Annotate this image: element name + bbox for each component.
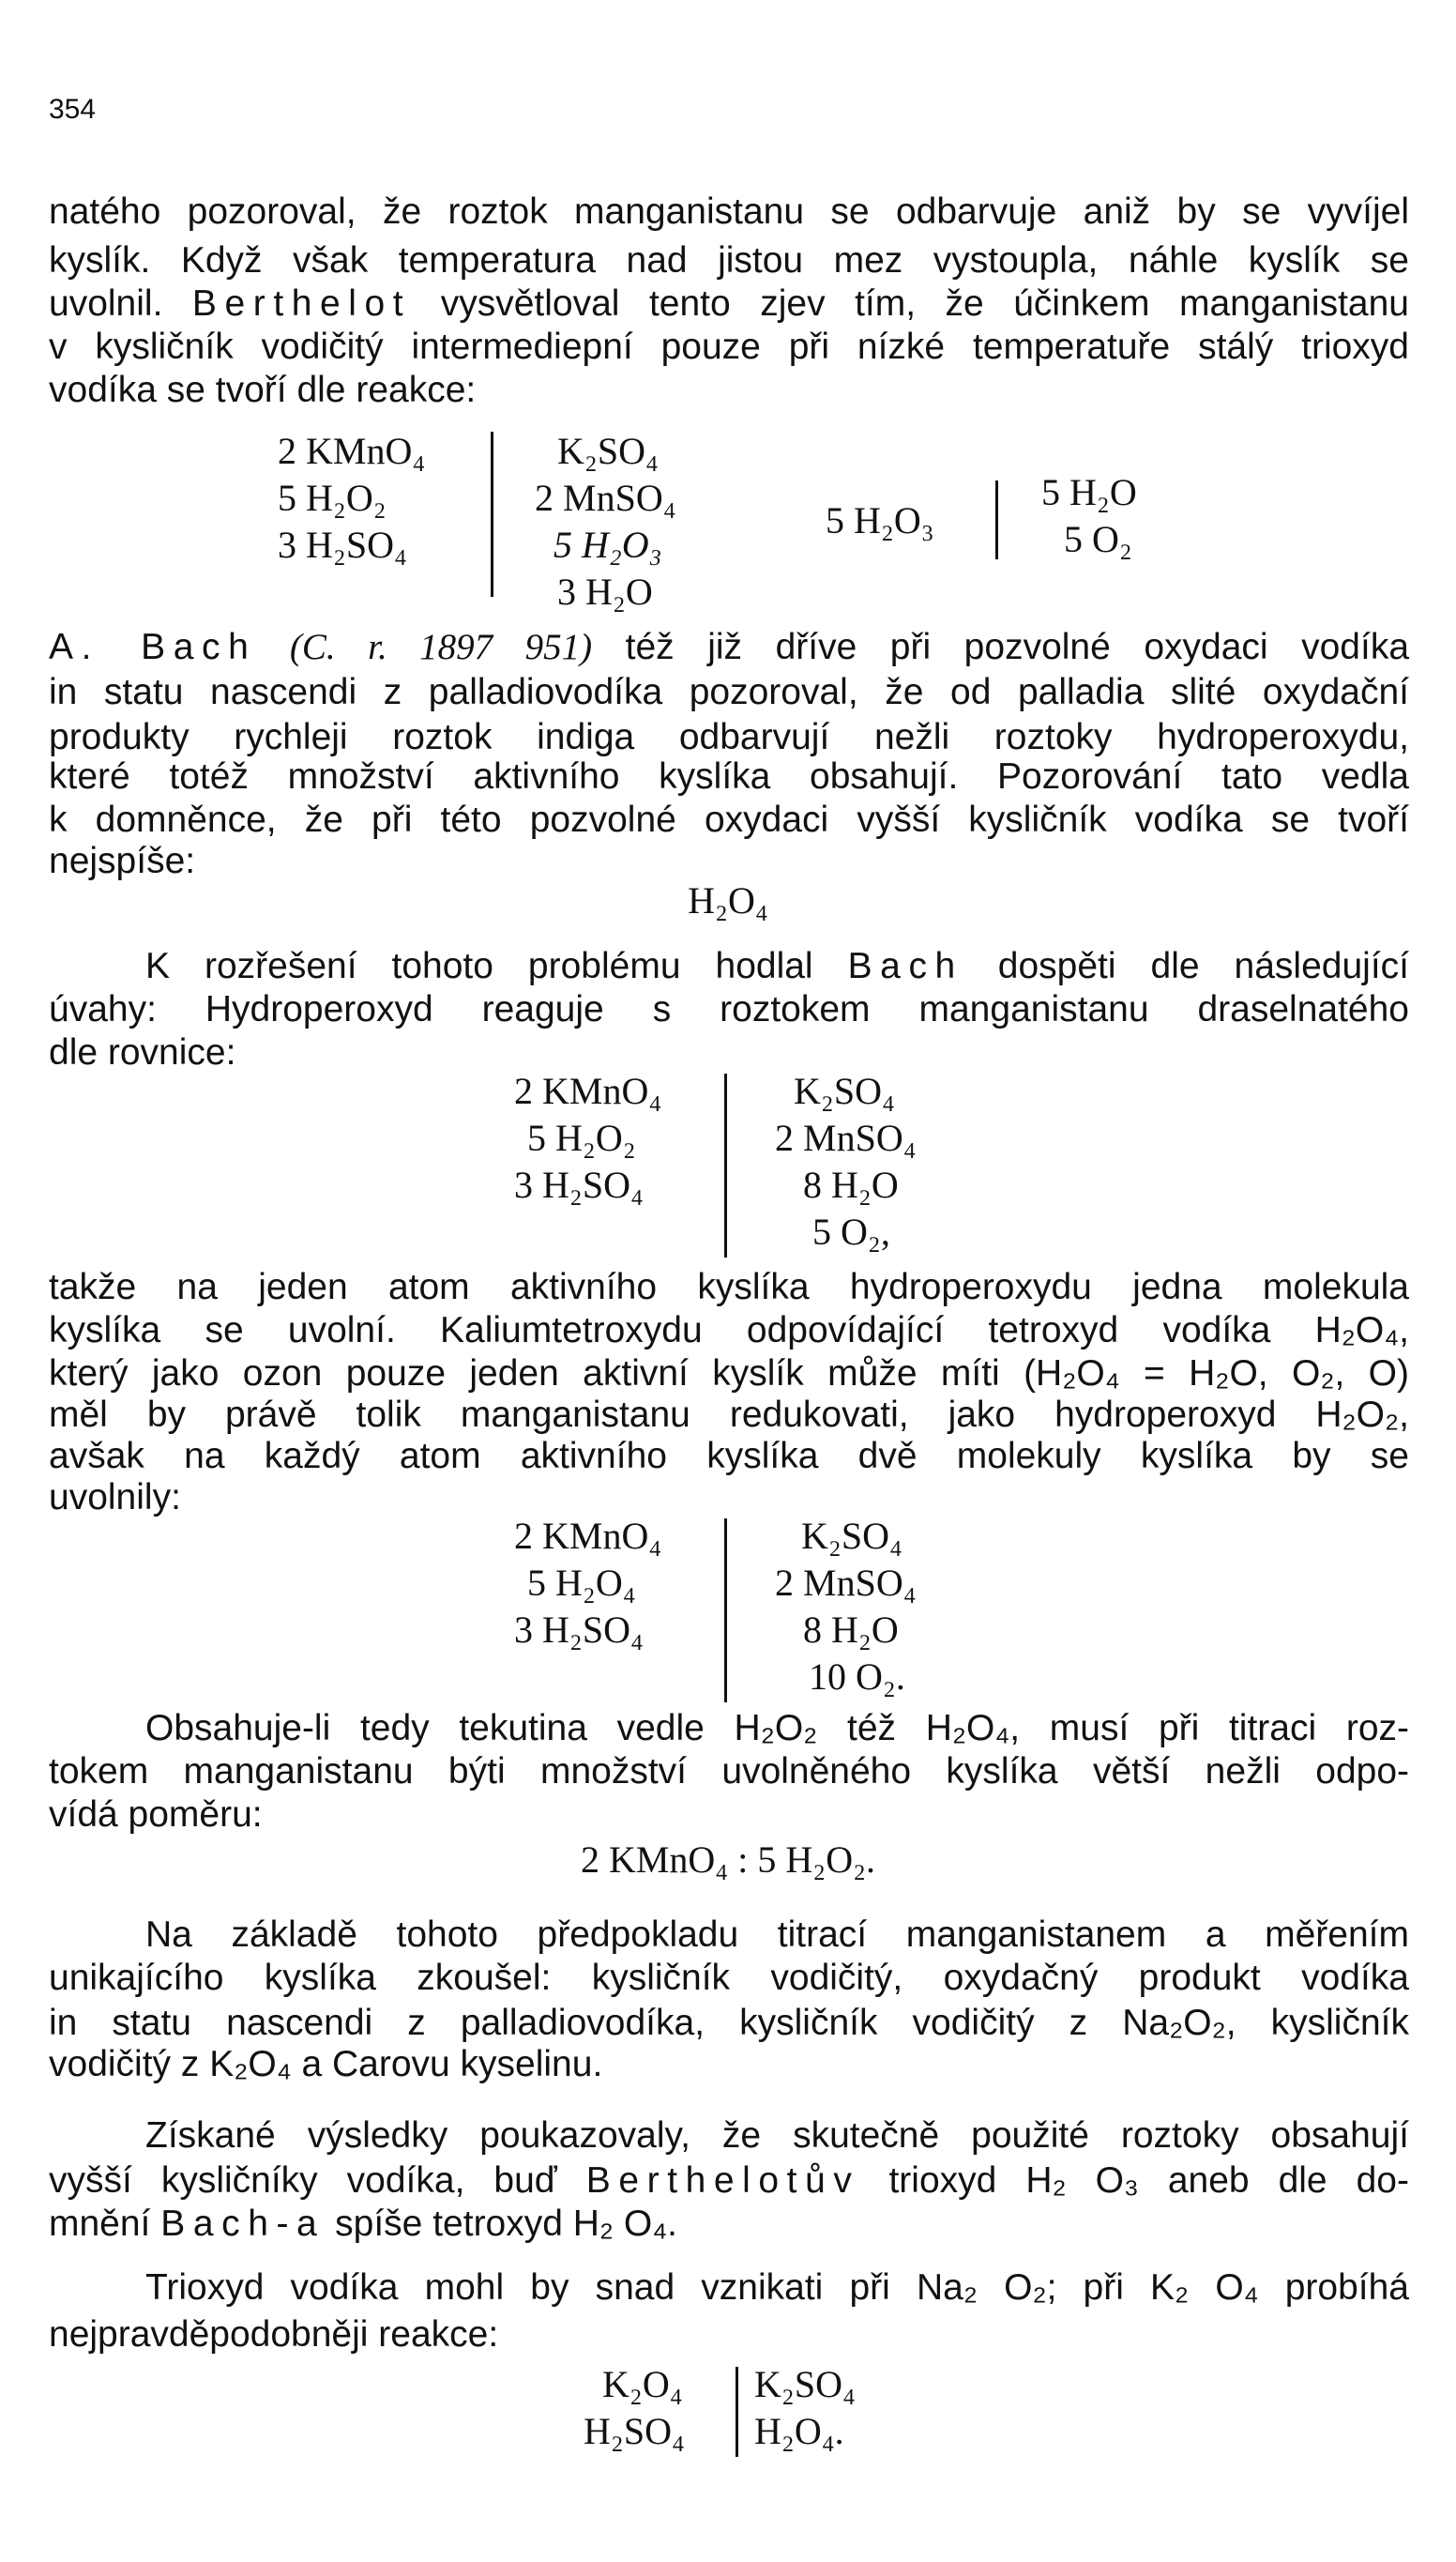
- formula: K₂SO₄: [557, 430, 659, 472]
- text-fragment: dospěti dle následující: [997, 946, 1409, 986]
- formula: 5 H₂O: [1041, 471, 1137, 513]
- formula: 5 H₂O₂: [278, 477, 387, 519]
- formula: 2 MnSO₄: [775, 1562, 917, 1604]
- divider: [995, 480, 998, 559]
- text-line: nejpravděpodobněji reakce:: [49, 2314, 499, 2355]
- text-line: Získané výsledky poukazovaly, že skutečně použité roztoky obsahují: [145, 2115, 1409, 2156]
- formula: 5 H₂O₄: [527, 1562, 636, 1604]
- reactants: [514, 1513, 661, 1654]
- text-line: [145, 942, 1409, 991]
- text-line: takže na jeden atom aktivního kyslíka hydroperoxydu jedna molekula: [49, 1267, 1409, 1307]
- text-line: který jako ozon pouze jeden aktivní kyslík může míti (H₂O₄ = H₂O, O₂, O): [49, 1353, 1409, 1394]
- formula: 5 H₂O₂: [527, 1117, 636, 1159]
- divider: [491, 432, 493, 597]
- page-number: 354: [49, 94, 97, 125]
- formula: 2 KMnO₄: [278, 430, 426, 472]
- text-line: [49, 623, 1409, 672]
- formula: 10 O₂.: [809, 1655, 905, 1698]
- formula: 2 MnSO₄: [535, 477, 676, 519]
- divider: [736, 2367, 738, 2457]
- formula: H₂O₄.: [754, 2410, 844, 2452]
- text-line: vodičitý z K₂O₄ a Carovu kyselinu.: [49, 2044, 603, 2084]
- formula: 2 KMnO₄: [514, 1070, 662, 1112]
- text-line: vídá poměru:: [49, 1794, 263, 1835]
- text-fragment: též již dříve při pozvolné oxydaci vodíka: [625, 627, 1410, 667]
- formula: K₂SO₄: [794, 1070, 895, 1112]
- formula-h2o4: H₂O₄: [688, 879, 768, 922]
- citation: (C. r. 1897 951): [289, 627, 593, 667]
- author-name: A. Bach: [49, 627, 257, 667]
- text-line: vodíka se tvoří dle reakce:: [49, 370, 477, 410]
- text-line: avšak na každý atom aktivního kyslíka dvě molekuly kyslíka by se: [49, 1436, 1409, 1476]
- formula: 2 MnSO₄: [775, 1117, 917, 1159]
- formula: 5 H₂O₃: [554, 524, 662, 566]
- text-line: kyslík. Když však temperatura nad jistou mez vystoupla, náhle kyslík se: [49, 240, 1409, 281]
- author-name: Bach-a: [160, 2204, 326, 2244]
- reactants: [514, 1068, 661, 1209]
- text-line: Na základě tohoto předpokladu titrací manganistanem a měřením: [145, 1914, 1409, 1955]
- text-line: kyslíka se uvolní. Kaliumtetroxydu odpovídající tetroxyd vodíka H₂O₄,: [49, 1310, 1409, 1350]
- reactants: [278, 428, 425, 569]
- text-fragment: spíše tetroxyd H₂ O₄.: [335, 2204, 678, 2244]
- formula: K₂O₄: [602, 2363, 683, 2405]
- text-line: uvolnily:: [49, 1477, 181, 1517]
- text-line: úvahy: Hydroperoxyd reaguje s roztokem manganistanu draselnatého: [49, 989, 1409, 1029]
- products: [775, 1513, 917, 1700]
- text-fragment: vysvětloval tento zjev tím, že účinkem manganistanu: [440, 283, 1409, 324]
- text-fragment: trioxyd H₂ O₃ aneb dle do-: [888, 2160, 1409, 2201]
- products: [754, 2361, 856, 2455]
- formula: 3 H₂SO₄: [514, 1164, 644, 1206]
- text-fragment: K rozřešení tohoto problému hodlal: [145, 946, 813, 986]
- text-line: Obsahuje-li tedy tekutina vedle H₂O₂ též H₂O₄, musí při titraci roz-: [145, 1708, 1409, 1748]
- text-line: měl by právě tolik manganistanu redukovati, jako hydroperoxyd H₂O₂,: [49, 1395, 1409, 1435]
- products: [775, 1068, 917, 1256]
- formula: 2 KMnO₄: [514, 1515, 662, 1557]
- text-line: [49, 2200, 1409, 2249]
- author-name: Berthelotův: [585, 2160, 860, 2201]
- text-fragment: mnění: [49, 2204, 151, 2244]
- formula: 5 H₂O₃: [826, 499, 934, 541]
- author-name: Berthelot: [191, 283, 412, 324]
- divider: [724, 1074, 727, 1258]
- text-line: v kysličník vodičitý intermediерní pouze při nízké temperatuře stálý trioxyd: [49, 327, 1409, 367]
- formula: 3 H₂SO₄: [514, 1609, 644, 1651]
- text-line: nejspíše:: [49, 841, 196, 881]
- text-fragment: vyšší kysličníky vodíka, buď: [49, 2160, 557, 2201]
- formula: H₂SO₄: [584, 2410, 685, 2452]
- text-line: [49, 2157, 1409, 2205]
- text-line: produkty rychleji roztok indiga odbarvují nežli roztoky hydroperoxydu,: [49, 717, 1409, 757]
- text-line: in statu nascendi z palladiovodíka, kysličník vodičitý z Na₂O₂, kysličník: [49, 2003, 1409, 2043]
- formula: K₂SO₄: [801, 1515, 902, 1557]
- text-line: in statu nascendi z palladiovodíka pozoroval, že od palladia slité oxydační: [49, 672, 1409, 712]
- text-line: Trioxyd vodíka mohl by snad vznikati při Na₂ O₂; při K₂ O₄ probíhá: [145, 2267, 1409, 2308]
- text-line: které totéž množství aktivního kyslíka obsahují. Pozorování tato vedla: [49, 756, 1409, 797]
- formula: 5 O₂: [1064, 518, 1132, 560]
- text-line: k domněnce, že při této pozvolné oxydaci vyšší kysličník vodíka se tvoří: [49, 800, 1409, 840]
- products: [535, 428, 676, 616]
- formula: 5 O₂,: [812, 1211, 890, 1253]
- intermediate: [826, 497, 934, 544]
- text-line: [49, 280, 1409, 328]
- formula: 3 H₂SO₄: [278, 524, 407, 566]
- text-line: natého pozoroval, že roztok manganistanu se odbarvuje aniž by se vyvíjel: [49, 191, 1409, 232]
- text-fragment: uvolnil.: [49, 283, 163, 324]
- final-products: [1041, 469, 1137, 563]
- text-line: unikajícího kyslíka zkoušel: kysličník vodičitý, oxydačný produkt vodíka: [49, 1958, 1409, 1998]
- text-line: dle rovnice:: [49, 1032, 236, 1073]
- formula: 3 H₂O: [557, 571, 653, 613]
- author-name: Bach: [847, 946, 963, 986]
- formula: 8 H₂O: [803, 1164, 899, 1206]
- text-line: tokem manganistanu býti množství uvolněného kyslíka větší nežli odpo-: [49, 1751, 1409, 1792]
- ratio-formula: 2 KMnO₄ : 5 H₂O₂.: [580, 1838, 876, 1881]
- formula: K₂SO₄: [754, 2363, 856, 2405]
- reactants: [584, 2361, 685, 2455]
- divider: [724, 1518, 727, 1702]
- formula: 8 H₂O: [803, 1609, 899, 1651]
